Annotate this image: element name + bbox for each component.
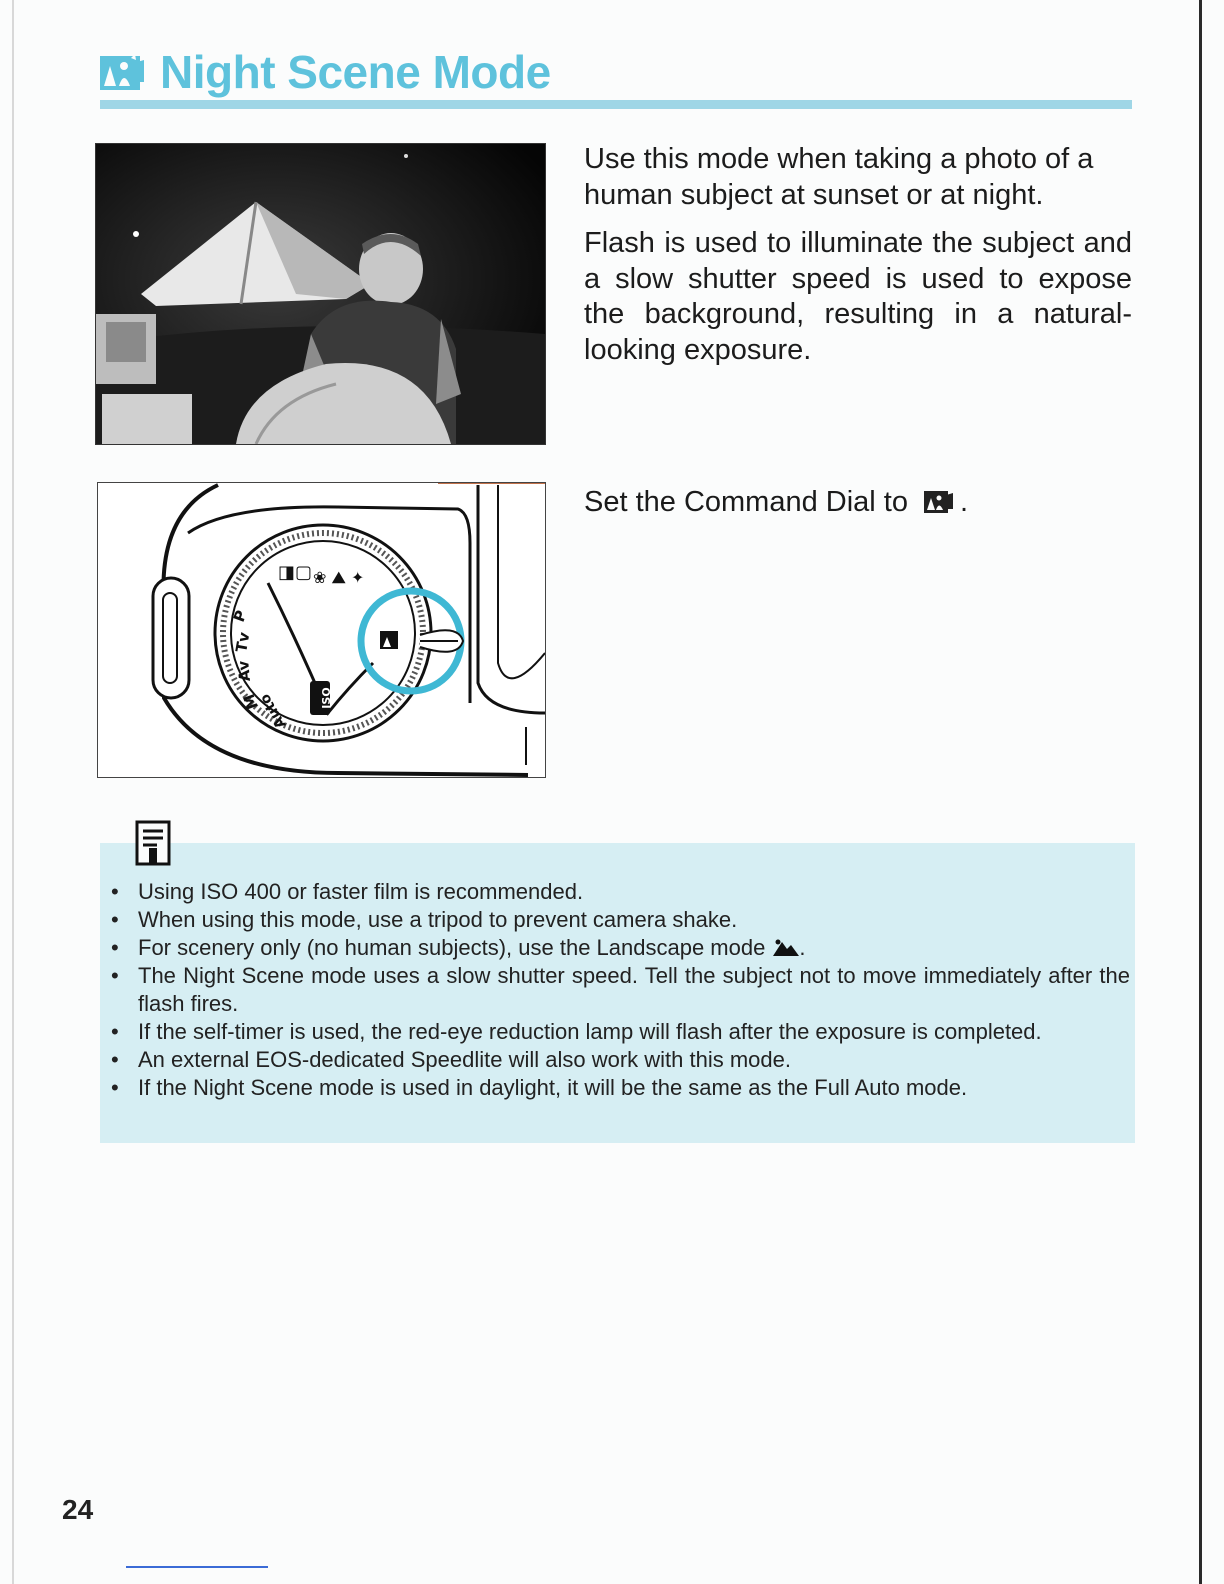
page-edge-right bbox=[1199, 0, 1202, 1584]
night-scene-icon bbox=[100, 52, 146, 92]
command-dial-art bbox=[98, 483, 545, 777]
note-text: If the self-timer is used, the red-eye reduction lamp will flash after the exposure is completed. bbox=[138, 1019, 1042, 1044]
note-text: When using this mode, use a tripod to prevent camera shake. bbox=[138, 907, 738, 932]
dial-label-iso: ISO bbox=[320, 687, 333, 709]
note-item bbox=[108, 906, 1130, 934]
note-item bbox=[108, 878, 1130, 906]
night-scene-photo-art bbox=[96, 144, 545, 444]
note-item bbox=[108, 962, 1130, 1018]
bullet: • bbox=[111, 963, 119, 988]
night-scene-icon bbox=[924, 489, 954, 515]
bullet: • bbox=[111, 935, 119, 960]
note-item bbox=[108, 934, 1130, 962]
dial-label-tv: Tv bbox=[232, 630, 254, 654]
page-header bbox=[100, 42, 551, 102]
note-item bbox=[108, 1018, 1130, 1046]
note-text: An external EOS-dedicated Speedlite will also work with this mode. bbox=[138, 1047, 791, 1072]
page-edge-bottom bbox=[126, 1566, 268, 1568]
dial-label-p: P bbox=[229, 607, 251, 625]
memo-icon bbox=[135, 820, 171, 866]
note-suffix: . bbox=[799, 935, 806, 960]
bullet: • bbox=[111, 879, 119, 904]
intro-paragraph-2: Flash is used to illuminate the subject and a slow shutter speed is used to expose the background, resulting in a natural-looking exposure. bbox=[584, 227, 1132, 366]
svg-text:❀ ⛰ ✦: ❀ ⛰ ✦ bbox=[313, 568, 365, 587]
note-text: The Night Scene mode uses a slow shutter speed. Tell the subject not to move immediately after the flash fires. bbox=[138, 963, 1130, 1016]
note-item bbox=[108, 1074, 1130, 1102]
page-title: Night Scene Mode bbox=[160, 46, 551, 98]
command-dial-illustration bbox=[97, 482, 546, 778]
notes-list bbox=[108, 878, 1130, 1102]
page-edge-left bbox=[12, 0, 14, 1584]
svg-text:◨▢: ◨▢ bbox=[278, 562, 313, 583]
title-rule bbox=[100, 100, 1132, 109]
bullet: • bbox=[111, 1019, 119, 1044]
note-text: If the Night Scene mode is used in daylight, it will be the same as the Full Auto mode. bbox=[138, 1075, 968, 1100]
bullet: • bbox=[111, 1047, 119, 1072]
page-number: 24 bbox=[62, 1494, 94, 1525]
note-item bbox=[108, 1046, 1130, 1074]
instruction-suffix: . bbox=[959, 486, 969, 518]
note-text: Using ISO 400 or faster film is recommended. bbox=[138, 879, 584, 904]
dial-label-av: Av bbox=[234, 659, 254, 683]
instruction-line bbox=[584, 484, 968, 520]
intro-paragraph-1: Use this mode when taking a photo of a human subject at sunset or at night. bbox=[584, 143, 1094, 211]
landscape-icon bbox=[773, 938, 799, 956]
dial-label-m: M bbox=[239, 691, 262, 712]
note-text: For scenery only (no human subjects), use the Landscape mode bbox=[138, 935, 766, 960]
bullet: • bbox=[111, 1075, 119, 1100]
bullet: • bbox=[111, 907, 119, 932]
dial-label-auto: Auto bbox=[257, 690, 290, 731]
instruction-text: Set the Command Dial to bbox=[584, 486, 908, 518]
night-scene-photo bbox=[95, 143, 546, 445]
